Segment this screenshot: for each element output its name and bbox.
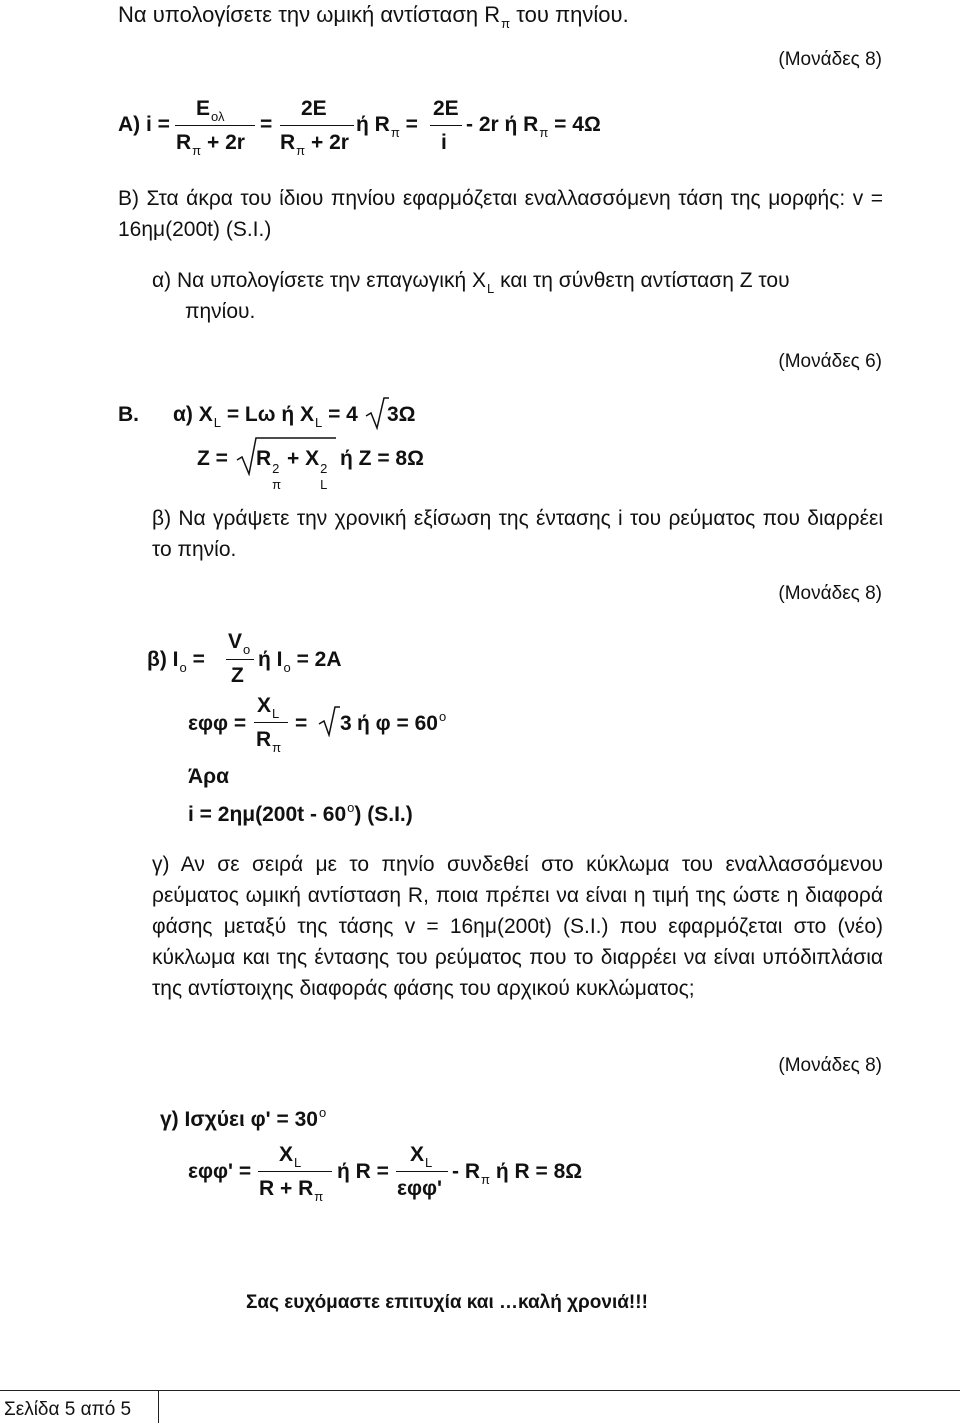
frac-num: $V_o$	[228, 630, 251, 657]
eq-tanphi: εφφ =	[188, 712, 247, 735]
eq-z-result: ή Z = 8Ω	[340, 447, 424, 470]
closing-message: Σας ευχόμαστε επιτυχία και …καλή χρονιά!!!	[246, 1292, 648, 1313]
question-intro: Να υπολογίσετε την ωμική αντίσταση $R_\pi$ του πηνίου.	[118, 2, 629, 31]
frac3-line	[430, 125, 462, 126]
eq-sign: =	[260, 113, 273, 136]
eq-io-result: ή $I_o = 2A$	[258, 648, 342, 675]
eq-tail: - 2r ή $R_\pi = 4\Omega$	[466, 113, 601, 140]
frac1-num: $E_{o\lambda}$	[196, 97, 225, 124]
root-value: 3	[340, 712, 352, 735]
frac-den: $R + R_\pi$	[259, 1177, 324, 1204]
points-label: (Μονάδες 8)	[778, 1055, 882, 1076]
eq-mid: ή $R_\pi$ =	[356, 113, 418, 140]
eq-phi-result: ή $\varphi = 60^o$	[357, 709, 447, 735]
question-ba: α) Να υπολογίσετε την επαγωγική $X_L$ και τη σύνθετη αντίσταση Z του	[152, 269, 790, 296]
frac-line	[226, 659, 254, 660]
points-label: (Μονάδες 8)	[778, 49, 882, 70]
question-b: Β) Στα άκρα του ίδιου πηνίου εφαρμόζεται εναλλασσόμενη τάση της μορφής: v = 16ημ(200t) (S.I.)	[118, 187, 883, 241]
frac-line	[258, 1171, 332, 1172]
root-value: 3Ω	[387, 403, 416, 426]
eq-r: ή R =	[337, 1160, 389, 1183]
frac2-line	[280, 125, 354, 126]
page-number: Σελίδα 5 από 5	[4, 1399, 132, 1420]
frac2-den: $R_\pi + 2r$	[280, 131, 349, 158]
solution-label: Β.	[118, 403, 139, 426]
eq-r-result: - $R_\pi$ ή R = 8Ω	[452, 1160, 583, 1187]
frac-num: $X_L$	[279, 1143, 302, 1170]
eq-lead: Α) i =	[118, 113, 170, 136]
frac1-den: $R_\pi + 2r$	[176, 131, 245, 158]
frac-line	[254, 722, 288, 723]
eq-io: β) $I_o$ =	[147, 648, 205, 675]
eq-sign: =	[295, 712, 308, 735]
therefore-label: Άρα	[188, 765, 230, 788]
frac2-num: 2E	[301, 97, 327, 120]
question-bb: β) Να γράψετε την χρονική εξίσωση της έντασης i του ρεύματος που διαρρέει το πηνίο.	[152, 507, 883, 561]
eq-phi-prime: γ) Ισχύει $\varphi' = 30^o$	[160, 1105, 327, 1131]
question-bc: γ) Αν σε σειρά με το πηνίο συνδεθεί στο κύκλωμα του εναλλασσόμενου ρεύματος ωμική αντίσταση R, ποια πρέπει να είναι η τιμή της ώστε η διαφορά φάσης μεταξύ της τάσης v = 16ημ(200t) (S.I.) που εφαρμόζεται στο (νέο) κύκλωμα και της έντασης του ρεύματος που το διαρρέει να είναι υπόδιπλάσια της αντίστοιχης διαφοράς φάσης του αρχικού κυκλώματος;	[152, 853, 883, 1000]
frac3-den: i	[441, 131, 447, 154]
frac-den: εφφ'	[397, 1177, 443, 1200]
sqrt-icon	[318, 705, 340, 737]
frac3-num: 2E	[433, 97, 459, 120]
eq-xl: α) $X_L = L\omega$ ή $X_L = 4$	[173, 403, 358, 430]
frac-den: $R_\pi$	[256, 728, 282, 755]
points-label: (Μονάδες 6)	[778, 351, 882, 372]
eq-i-result: i = 2ημ(200t - 60$^o$) (S.I.)	[188, 800, 413, 826]
sqrt-icon	[365, 396, 389, 430]
frac1-line	[175, 125, 255, 126]
frac-line	[396, 1171, 448, 1172]
frac-den: Z	[231, 664, 244, 687]
question-ba-cont: πηνίου.	[185, 300, 256, 323]
sqrt-content: R 2 π + X 2 L	[256, 447, 328, 492]
frac-num: $X_L$	[410, 1143, 433, 1170]
eq-tanphi-prime: εφφ' =	[188, 1160, 252, 1183]
points-label: (Μονάδες 8)	[778, 583, 882, 604]
eq-z: Z =	[197, 447, 228, 470]
frac-num: $X_L$	[257, 694, 280, 721]
